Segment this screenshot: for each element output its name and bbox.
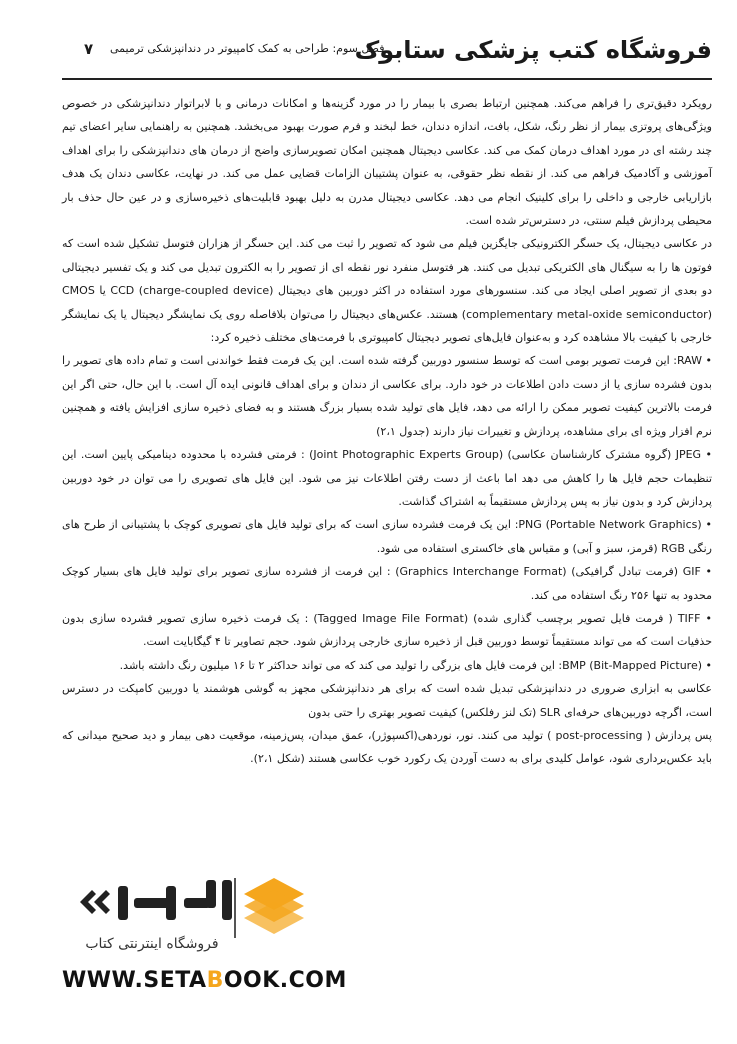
bullet-gif: • GIF (فرمت تبادل گرافیکی) (Graphics Interchange Format) : این فرمت از فشرده سازی تصویر برای تولید فایل های بسیار کوچک محدود به تنها ۲۵۶ رنگ استفاده می کند. [62, 565, 712, 602]
url-prefix: WWW.SETA [62, 968, 207, 993]
bullet-raw: • RAW: این فرمت تصویر بومی است که توسط سنسور دوربین گرفته شده است. این یک فرمت فقط خواندنی است و تمام داده های تصویر را بدون فشرده سازی یا از دست دادن اطلاعات در خود دارد. برای عکاسی از دندان و برای اهداف قانونی ایده آل است. با این حال، حتی اگر این فرمت بالاترین کیفیت تصویر ممکن را ارائه می دهد، فایل های تولید شده بسیار بزرگ هستند و به فضای ذخیره سازی افزایش یافته و همچنین نرم افزار ویژه ای برای مشاهده، پردازش و تغییرات نیاز دارند (جدول ۲،۱) [62, 354, 712, 438]
setabook-logo [62, 868, 312, 968]
page-number: ۷ [84, 40, 94, 58]
logo-brand-mark [70, 872, 238, 932]
paragraph-smartphone: عکاسی به ابزاری ضروری در دندانپزشکی تبدیل شده است که برای هر دندانپزشکی مجهز به گوشی هوشمند یا دوربین کامپکت در دسترس است، اگرچه دوربین‌های حرفه‌ای SLR (تک لنز رفلکس) کیفیت تصویر بهتری را حتی بدون [62, 682, 712, 719]
paragraph-intro: رویکرد دقیق‌تری را فراهم می‌کند. همچنین ارتباط بصری با بیمار را در مورد گزینه‌ها و امکانات درمانی و با لابراتوار دندانپزشکی در خصوص ویژگی‌های پروتزی بیمار از نظر رنگ، شکل، بافت، اندازه دندان، خط لبخند و فرم صورت بهبود می‌بخشد. همچنین به راهنمایی سایر اعضای تیم چند رشته ای در مورد اهداف درمان کمک می کند. عکاسی دیجیتال همچنین امکان تصویرسازی واضح از درمان های دندانپزشکی را برای اهداف آموزشی و آکادمیک فراهم می کند. از نقطه نظر حقوقی، به عنوان پشتیبان الزامات قضایی عمل می کند. در نهایت، عکاسی دندان یک هدف بازاریابی خارجی و داخلی را برای کلینیک انجام می دهد. عکاسی دیجیتال مدرن به دلیل بهبود قابلیت‌های ذخیره‌سازی و در عین حال حذف بار محیطی پردازش فیلم سنتی، در دسترس‌تر شده است. [62, 97, 712, 228]
url-suffix: OOK.COM [223, 968, 347, 993]
logo-subtitle: فروشگاه اینترنتی کتاب [85, 936, 219, 952]
store-title: فروشگاه کتب پزشکی ستابوک [354, 36, 712, 64]
url-accent: B [206, 968, 224, 993]
bullet-jpeg: • JPEG (گروه مشترک کارشناسان عکاسی) (Joint Photographic Experts Group) : فرمتی فشرده با محدوده دینامیکی پایین است. این تنظیمات حجم فایل ها را کاهش می دهد اما باعث از دست رفتن اطلاعات نیز می شود. این فایل های تصویری را می توان در خود دوربین پردازش کرد و بدون نیاز به پس پردازش مستقیماً به اشتراک گذاشت. [62, 448, 712, 508]
bullet-bmp: • BMP (Bit-Mapped Picture): این فرمت فایل های بزرگی را تولید می کند که می تواند حداکثر ۲ تا ۱۶ میلیون رنگ داشته باشد. [119, 658, 712, 672]
chapter-title: فصل سوم: طراحی به کمک کامپیوتر در دندانپزشکی ترمیمی [110, 42, 385, 55]
paragraph-postprocessing: پس پردازش ( post-processing ) تولید می کنند. نور، نوردهی(اکسپوژر)، عمق میدان، پس‌زمینه، موقعیت دهی بیمار و دید صحیح میدانی که باید عکس‌برداری شود، عوامل کلیدی برای به دست آوردن یک رکورد خوب عکاسی هستند (شکل ۲،۱). [62, 728, 712, 766]
bullet-png: • PNG (Portable Network Graphics): این یک فرمت فشرده سازی است که برای تولید فایل های تصویری کوچک با پشتیبانی از طرح های رنگی RGB (قرمز، سبز و آبی) و مقیاس های خاکستری استفاده می شود. [62, 518, 712, 555]
paragraph-sensor: در عکاسی دیجیتال، یک حسگر الکترونیکی جایگزین فیلم می شود که تصویر را ثبت می کند. این حسگر از هزاران فتوسل تشکیل شده است که فوتون ها را به سیگنال های الکتریکی تبدیل می کنند. هر فتوسل منفرد نور نقطه ای از تصویر را به الکترون تبدیل می کند و یک تفسیر دیجیتالی دو بعدی از تصویر اصلی ایجاد می کند. سنسورهای مورد استفاده در اکثر دوربین های دیجیتال CCD (charge-coupled device) یا CMOS (complementary metal-oxide semiconductor) هستند. عکس‌های دیجیتال را می‌توان بلافاصله روی یک نمایشگر دیجیتال یا یک نمایشگر خارجی با کیفیت بالا مشاهده کرد و به‌عنوان فایل‌های تصویر دیجیتال کامپیوتری با فرمت‌های مختلف ذخیره کرد: [62, 237, 712, 345]
page-header [62, 30, 712, 80]
book-icon [234, 876, 304, 946]
body-text [62, 92, 712, 771]
bullet-tiff: • TIFF ( فرمت فایل تصویر برچسب گذاری شده) (Tagged Image File Format) : یک فرمت ذخیره سازی تصویر فشرده سازی بدون حذفیات است که می تواند مستقیماً توسط دوربین قبل از ذخیره سازی خارجی پردازش شود. حجم تصاویر تا ۴ گیگابایت است. [62, 611, 712, 649]
website-url[interactable] [62, 968, 347, 993]
